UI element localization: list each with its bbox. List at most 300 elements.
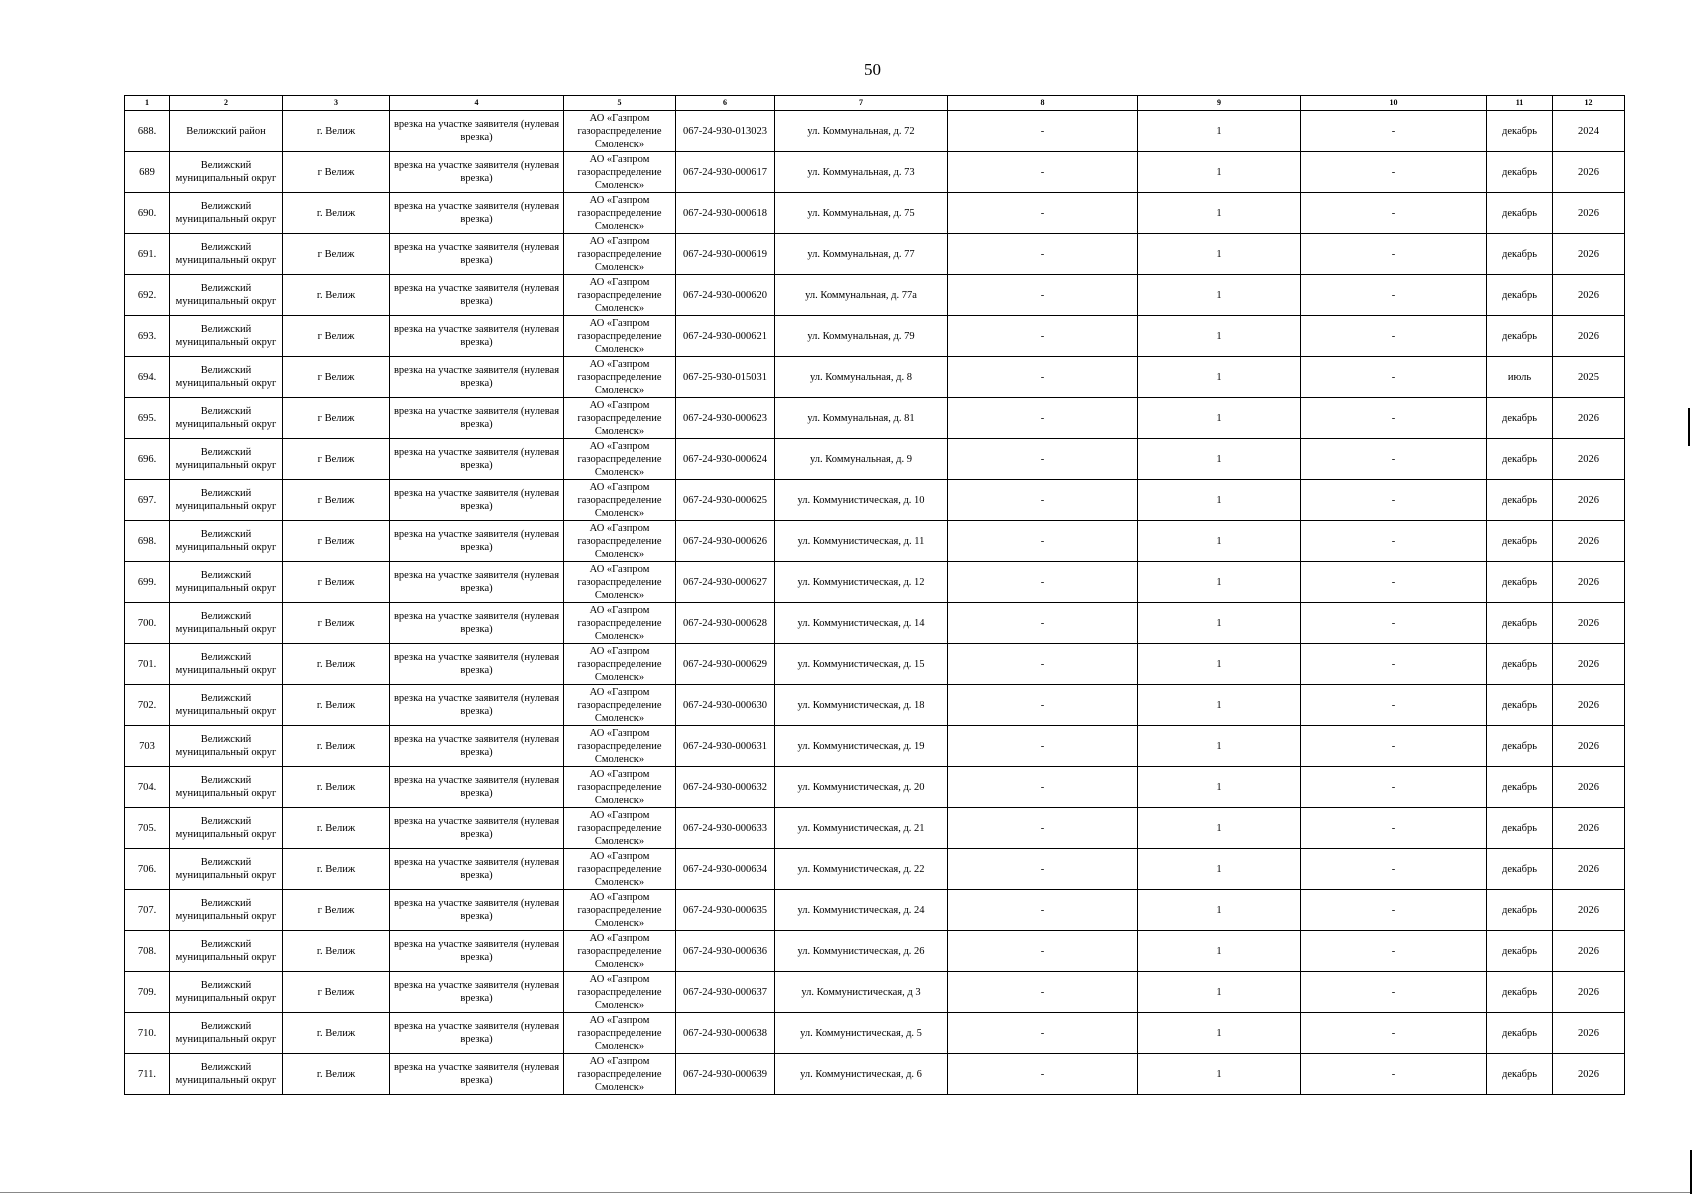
month-cell: декабрь: [1487, 849, 1553, 890]
month-cell: декабрь: [1487, 193, 1553, 234]
row-number-cell: 697.: [125, 480, 170, 521]
table-row: [125, 726, 1625, 767]
object-code-cell: 067-24-930-000627: [676, 562, 775, 603]
organization-cell: АО «Газпром газораспределение Смоленск»: [564, 890, 676, 931]
district-cell: Велижский муниципальный округ: [170, 726, 283, 767]
column-9-cell: 1: [1138, 890, 1301, 931]
year-cell: 2026: [1553, 972, 1625, 1013]
city-cell: г Велиж: [283, 521, 390, 562]
district-cell: Велижский муниципальный округ: [170, 890, 283, 931]
work-type-cell: врезка на участке заявителя (нулевая врезка): [390, 1054, 564, 1095]
column-9-cell: 1: [1138, 603, 1301, 644]
work-type-cell: врезка на участке заявителя (нулевая врезка): [390, 644, 564, 685]
address-cell: ул. Коммунистическая, д. 26: [775, 931, 948, 972]
object-code-cell: 067-24-930-000623: [676, 398, 775, 439]
organization-cell: АО «Газпром газораспределение Смоленск»: [564, 562, 676, 603]
table-row: [125, 808, 1625, 849]
city-cell: г Велиж: [283, 890, 390, 931]
month-cell: декабрь: [1487, 234, 1553, 275]
year-cell: 2026: [1553, 439, 1625, 480]
organization-cell: АО «Газпром газораспределение Смоленск»: [564, 603, 676, 644]
column-10-cell: -: [1301, 521, 1487, 562]
column-10-cell: -: [1301, 439, 1487, 480]
row-number-cell: 689: [125, 152, 170, 193]
address-cell: ул. Коммунальная, д. 75: [775, 193, 948, 234]
district-cell: Велижский муниципальный округ: [170, 439, 283, 480]
object-code-cell: 067-24-930-000625: [676, 480, 775, 521]
scan-edge-line: [1688, 408, 1690, 446]
organization-cell: АО «Газпром газораспределение Смоленск»: [564, 398, 676, 439]
year-cell: 2026: [1553, 685, 1625, 726]
work-type-cell: врезка на участке заявителя (нулевая врезка): [390, 439, 564, 480]
table-row: [125, 849, 1625, 890]
address-cell: ул. Коммунистическая, д. 6: [775, 1054, 948, 1095]
year-cell: 2026: [1553, 480, 1625, 521]
table-row: [125, 316, 1625, 357]
row-number-cell: 693.: [125, 316, 170, 357]
city-cell: г. Велиж: [283, 931, 390, 972]
address-cell: ул. Коммунистическая, д. 24: [775, 890, 948, 931]
column-9-cell: 1: [1138, 521, 1301, 562]
city-cell: г Велиж: [283, 562, 390, 603]
organization-cell: АО «Газпром газораспределение Смоленск»: [564, 193, 676, 234]
row-number-cell: 688.: [125, 111, 170, 152]
city-cell: г. Велиж: [283, 644, 390, 685]
column-number-header: 4: [390, 96, 564, 111]
column-9-cell: 1: [1138, 480, 1301, 521]
year-cell: 2026: [1553, 849, 1625, 890]
address-cell: ул. Коммунистическая, д. 21: [775, 808, 948, 849]
object-code-cell: 067-24-930-000630: [676, 685, 775, 726]
column-8-cell: -: [948, 808, 1138, 849]
month-cell: декабрь: [1487, 808, 1553, 849]
table-row: [125, 193, 1625, 234]
district-cell: Велижский муниципальный округ: [170, 152, 283, 193]
district-cell: Велижский муниципальный округ: [170, 357, 283, 398]
row-number-cell: 710.: [125, 1013, 170, 1054]
year-cell: 2026: [1553, 316, 1625, 357]
district-cell: Велижский муниципальный округ: [170, 193, 283, 234]
column-10-cell: -: [1301, 562, 1487, 603]
city-cell: г Велиж: [283, 480, 390, 521]
column-8-cell: -: [948, 480, 1138, 521]
column-8-cell: -: [948, 111, 1138, 152]
city-cell: г. Велиж: [283, 726, 390, 767]
month-cell: декабрь: [1487, 1013, 1553, 1054]
table-row: [125, 931, 1625, 972]
work-type-cell: врезка на участке заявителя (нулевая врезка): [390, 234, 564, 275]
object-code-cell: 067-24-930-000636: [676, 931, 775, 972]
object-code-cell: 067-24-930-000638: [676, 1013, 775, 1054]
work-type-cell: врезка на участке заявителя (нулевая врезка): [390, 480, 564, 521]
row-number-cell: 692.: [125, 275, 170, 316]
organization-cell: АО «Газпром газораспределение Смоленск»: [564, 234, 676, 275]
row-number-cell: 703: [125, 726, 170, 767]
object-code-cell: 067-24-930-000632: [676, 767, 775, 808]
city-cell: г Велиж: [283, 972, 390, 1013]
month-cell: декабрь: [1487, 1054, 1553, 1095]
address-cell: ул. Коммунальная, д. 8: [775, 357, 948, 398]
address-cell: ул. Коммунальная, д. 73: [775, 152, 948, 193]
address-cell: ул. Коммунистическая, д. 10: [775, 480, 948, 521]
year-cell: 2026: [1553, 931, 1625, 972]
address-cell: ул. Коммунистическая, д. 22: [775, 849, 948, 890]
row-number-cell: 711.: [125, 1054, 170, 1095]
year-cell: 2026: [1553, 767, 1625, 808]
column-10-cell: -: [1301, 726, 1487, 767]
month-cell: декабрь: [1487, 603, 1553, 644]
address-cell: ул. Коммунистическая, д. 14: [775, 603, 948, 644]
column-9-cell: 1: [1138, 316, 1301, 357]
month-cell: декабрь: [1487, 439, 1553, 480]
column-10-cell: -: [1301, 1013, 1487, 1054]
object-code-cell: 067-24-930-013023: [676, 111, 775, 152]
year-cell: 2026: [1553, 1013, 1625, 1054]
column-9-cell: 1: [1138, 849, 1301, 890]
city-cell: г Велиж: [283, 439, 390, 480]
column-number-header: 12: [1553, 96, 1625, 111]
table-row: [125, 603, 1625, 644]
month-cell: декабрь: [1487, 562, 1553, 603]
year-cell: 2026: [1553, 193, 1625, 234]
column-10-cell: -: [1301, 767, 1487, 808]
column-8-cell: -: [948, 644, 1138, 685]
year-cell: 2026: [1553, 890, 1625, 931]
column-9-cell: 1: [1138, 726, 1301, 767]
column-number-header: 7: [775, 96, 948, 111]
month-cell: декабрь: [1487, 316, 1553, 357]
work-type-cell: врезка на участке заявителя (нулевая врезка): [390, 152, 564, 193]
work-type-cell: врезка на участке заявителя (нулевая врезка): [390, 193, 564, 234]
month-cell: декабрь: [1487, 152, 1553, 193]
object-code-cell: 067-24-930-000617: [676, 152, 775, 193]
column-9-cell: 1: [1138, 357, 1301, 398]
column-number-header: 8: [948, 96, 1138, 111]
district-cell: Велижский муниципальный округ: [170, 767, 283, 808]
column-8-cell: -: [948, 398, 1138, 439]
district-cell: Велижский муниципальный округ: [170, 685, 283, 726]
address-cell: ул. Коммунистическая, д. 15: [775, 644, 948, 685]
column-8-cell: -: [948, 1054, 1138, 1095]
city-cell: г. Велиж: [283, 1013, 390, 1054]
object-code-cell: 067-24-930-000637: [676, 972, 775, 1013]
column-9-cell: 1: [1138, 685, 1301, 726]
work-type-cell: врезка на участке заявителя (нулевая врезка): [390, 562, 564, 603]
row-number-cell: 690.: [125, 193, 170, 234]
district-cell: Велижский муниципальный округ: [170, 1054, 283, 1095]
organization-cell: АО «Газпром газораспределение Смоленск»: [564, 111, 676, 152]
address-cell: ул. Коммунальная, д. 81: [775, 398, 948, 439]
object-code-cell: 067-24-930-000621: [676, 316, 775, 357]
table-row: [125, 1054, 1625, 1095]
object-code-cell: 067-24-930-000626: [676, 521, 775, 562]
work-type-cell: врезка на участке заявителя (нулевая врезка): [390, 972, 564, 1013]
year-cell: 2026: [1553, 603, 1625, 644]
organization-cell: АО «Газпром газораспределение Смоленск»: [564, 685, 676, 726]
table-row: [125, 644, 1625, 685]
work-type-cell: врезка на участке заявителя (нулевая врезка): [390, 767, 564, 808]
organization-cell: АО «Газпром газораспределение Смоленск»: [564, 275, 676, 316]
city-cell: г. Велиж: [283, 767, 390, 808]
column-10-cell: -: [1301, 357, 1487, 398]
address-cell: ул. Коммунистическая, д. 12: [775, 562, 948, 603]
table-row: [125, 685, 1625, 726]
column-8-cell: -: [948, 316, 1138, 357]
column-8-cell: -: [948, 685, 1138, 726]
column-9-cell: 1: [1138, 1054, 1301, 1095]
column-9-cell: 1: [1138, 152, 1301, 193]
city-cell: г Велиж: [283, 152, 390, 193]
column-number-header: 6: [676, 96, 775, 111]
row-number-cell: 700.: [125, 603, 170, 644]
column-10-cell: -: [1301, 275, 1487, 316]
organization-cell: АО «Газпром газораспределение Смоленск»: [564, 767, 676, 808]
district-cell: Велижский муниципальный округ: [170, 521, 283, 562]
organization-cell: АО «Газпром газораспределение Смоленск»: [564, 808, 676, 849]
district-cell: Велижский муниципальный округ: [170, 972, 283, 1013]
object-code-cell: 067-24-930-000634: [676, 849, 775, 890]
column-number-header: 2: [170, 96, 283, 111]
row-number-cell: 701.: [125, 644, 170, 685]
address-cell: ул. Коммунальная, д. 72: [775, 111, 948, 152]
work-type-cell: врезка на участке заявителя (нулевая врезка): [390, 316, 564, 357]
column-10-cell: -: [1301, 398, 1487, 439]
city-cell: г Велиж: [283, 357, 390, 398]
page-number: 50: [864, 60, 881, 79]
column-10-cell: -: [1301, 931, 1487, 972]
month-cell: декабрь: [1487, 726, 1553, 767]
organization-cell: АО «Газпром газораспределение Смоленск»: [564, 726, 676, 767]
column-10-cell: -: [1301, 193, 1487, 234]
organization-cell: АО «Газпром газораспределение Смоленск»: [564, 1054, 676, 1095]
work-type-cell: врезка на участке заявителя (нулевая врезка): [390, 275, 564, 316]
work-type-cell: врезка на участке заявителя (нулевая врезка): [390, 685, 564, 726]
table-row: [125, 562, 1625, 603]
row-number-cell: 709.: [125, 972, 170, 1013]
column-8-cell: -: [948, 726, 1138, 767]
district-cell: Велижский муниципальный округ: [170, 275, 283, 316]
address-cell: ул. Коммунистическая, д. 5: [775, 1013, 948, 1054]
column-9-cell: 1: [1138, 931, 1301, 972]
column-9-cell: 1: [1138, 398, 1301, 439]
column-9-cell: 1: [1138, 808, 1301, 849]
object-code-cell: 067-24-930-000618: [676, 193, 775, 234]
month-cell: декабрь: [1487, 931, 1553, 972]
column-10-cell: -: [1301, 890, 1487, 931]
table-row: [125, 234, 1625, 275]
year-cell: 2026: [1553, 275, 1625, 316]
district-cell: Велижский муниципальный округ: [170, 603, 283, 644]
table-row: [125, 767, 1625, 808]
organization-cell: АО «Газпром газораспределение Смоленск»: [564, 849, 676, 890]
city-cell: г Велиж: [283, 603, 390, 644]
work-type-cell: врезка на участке заявителя (нулевая врезка): [390, 726, 564, 767]
column-10-cell: -: [1301, 152, 1487, 193]
column-9-cell: 1: [1138, 439, 1301, 480]
city-cell: г. Велиж: [283, 808, 390, 849]
object-code-cell: 067-24-930-000639: [676, 1054, 775, 1095]
object-code-cell: 067-24-930-000631: [676, 726, 775, 767]
column-10-cell: -: [1301, 111, 1487, 152]
column-number-header: 10: [1301, 96, 1487, 111]
scan-bottom-line: [0, 1192, 1690, 1193]
year-cell: 2026: [1553, 808, 1625, 849]
year-cell: 2026: [1553, 398, 1625, 439]
column-9-cell: 1: [1138, 767, 1301, 808]
city-cell: г. Велиж: [283, 1054, 390, 1095]
organization-cell: АО «Газпром газораспределение Смоленск»: [564, 316, 676, 357]
row-number-cell: 704.: [125, 767, 170, 808]
district-cell: Велижский муниципальный округ: [170, 480, 283, 521]
organization-cell: АО «Газпром газораспределение Смоленск»: [564, 357, 676, 398]
address-cell: ул. Коммунальная, д. 77а: [775, 275, 948, 316]
organization-cell: АО «Газпром газораспределение Смоленск»: [564, 521, 676, 562]
month-cell: декабрь: [1487, 644, 1553, 685]
column-9-cell: 1: [1138, 644, 1301, 685]
column-number-header: 3: [283, 96, 390, 111]
work-type-cell: врезка на участке заявителя (нулевая врезка): [390, 931, 564, 972]
row-number-cell: 699.: [125, 562, 170, 603]
address-cell: ул. Коммунистическая, д. 11: [775, 521, 948, 562]
column-8-cell: -: [948, 193, 1138, 234]
object-code-cell: 067-24-930-000619: [676, 234, 775, 275]
organization-cell: АО «Газпром газораспределение Смоленск»: [564, 152, 676, 193]
address-cell: ул. Коммунистическая, д. 18: [775, 685, 948, 726]
address-cell: ул. Коммунальная, д. 9: [775, 439, 948, 480]
work-type-cell: врезка на участке заявителя (нулевая врезка): [390, 398, 564, 439]
object-code-cell: 067-24-930-000620: [676, 275, 775, 316]
district-cell: Велижский муниципальный округ: [170, 316, 283, 357]
city-cell: г Велиж: [283, 234, 390, 275]
row-number-cell: 702.: [125, 685, 170, 726]
year-cell: 2024: [1553, 111, 1625, 152]
column-9-cell: 1: [1138, 275, 1301, 316]
row-number-cell: 696.: [125, 439, 170, 480]
scan-edge-line: [1690, 1150, 1692, 1194]
year-cell: 2026: [1553, 1054, 1625, 1095]
district-cell: Велижский муниципальный округ: [170, 1013, 283, 1054]
month-cell: декабрь: [1487, 767, 1553, 808]
month-cell: декабрь: [1487, 480, 1553, 521]
district-cell: Велижский район: [170, 111, 283, 152]
city-cell: г. Велиж: [283, 849, 390, 890]
address-cell: ул. Коммунистическая, д. 20: [775, 767, 948, 808]
year-cell: 2026: [1553, 644, 1625, 685]
column-9-cell: 1: [1138, 562, 1301, 603]
year-cell: 2026: [1553, 152, 1625, 193]
table-row: [125, 152, 1625, 193]
column-9-cell: 1: [1138, 111, 1301, 152]
column-10-cell: -: [1301, 644, 1487, 685]
district-cell: Велижский муниципальный округ: [170, 931, 283, 972]
month-cell: декабрь: [1487, 275, 1553, 316]
object-code-cell: 067-24-930-000624: [676, 439, 775, 480]
row-number-cell: 695.: [125, 398, 170, 439]
month-cell: декабрь: [1487, 521, 1553, 562]
column-10-cell: -: [1301, 849, 1487, 890]
year-cell: 2026: [1553, 234, 1625, 275]
row-number-cell: 707.: [125, 890, 170, 931]
column-8-cell: -: [948, 521, 1138, 562]
table-row: [125, 890, 1625, 931]
column-10-cell: -: [1301, 234, 1487, 275]
table-row: [125, 1013, 1625, 1054]
work-type-cell: врезка на участке заявителя (нулевая врезка): [390, 603, 564, 644]
district-cell: Велижский муниципальный округ: [170, 849, 283, 890]
city-cell: г. Велиж: [283, 275, 390, 316]
column-number-header: 5: [564, 96, 676, 111]
column-8-cell: -: [948, 603, 1138, 644]
object-code-cell: 067-24-930-000635: [676, 890, 775, 931]
column-10-cell: -: [1301, 480, 1487, 521]
column-8-cell: -: [948, 890, 1138, 931]
table-row: [125, 111, 1625, 152]
column-8-cell: -: [948, 562, 1138, 603]
month-cell: декабрь: [1487, 972, 1553, 1013]
column-8-cell: -: [948, 357, 1138, 398]
month-cell: декабрь: [1487, 890, 1553, 931]
work-type-cell: врезка на участке заявителя (нулевая врезка): [390, 890, 564, 931]
column-10-cell: -: [1301, 316, 1487, 357]
table-row: [125, 357, 1625, 398]
column-number-header: 9: [1138, 96, 1301, 111]
city-cell: г Велиж: [283, 398, 390, 439]
row-number-cell: 698.: [125, 521, 170, 562]
column-10-cell: -: [1301, 685, 1487, 726]
address-cell: ул. Коммунальная, д. 79: [775, 316, 948, 357]
organization-cell: АО «Газпром газораспределение Смоленск»: [564, 480, 676, 521]
column-10-cell: -: [1301, 1054, 1487, 1095]
column-number-header: 11: [1487, 96, 1553, 111]
address-cell: ул. Коммунальная, д. 77: [775, 234, 948, 275]
object-code-cell: 067-24-930-000633: [676, 808, 775, 849]
table-row: [125, 398, 1625, 439]
column-9-cell: 1: [1138, 234, 1301, 275]
column-8-cell: -: [948, 849, 1138, 890]
year-cell: 2026: [1553, 521, 1625, 562]
column-8-cell: -: [948, 767, 1138, 808]
column-10-cell: -: [1301, 603, 1487, 644]
month-cell: декабрь: [1487, 398, 1553, 439]
object-code-cell: 067-24-930-000629: [676, 644, 775, 685]
table-row: [125, 275, 1625, 316]
month-cell: декабрь: [1487, 111, 1553, 152]
column-8-cell: -: [948, 1013, 1138, 1054]
object-code-cell: 067-24-930-000628: [676, 603, 775, 644]
city-cell: г. Велиж: [283, 193, 390, 234]
work-type-cell: врезка на участке заявителя (нулевая врезка): [390, 111, 564, 152]
column-9-cell: 1: [1138, 193, 1301, 234]
work-type-cell: врезка на участке заявителя (нулевая врезка): [390, 521, 564, 562]
column-9-cell: 1: [1138, 972, 1301, 1013]
table-row: [125, 480, 1625, 521]
column-8-cell: -: [948, 931, 1138, 972]
work-type-cell: врезка на участке заявителя (нулевая врезка): [390, 357, 564, 398]
city-cell: г. Велиж: [283, 685, 390, 726]
year-cell: 2026: [1553, 726, 1625, 767]
organization-cell: АО «Газпром газораспределение Смоленск»: [564, 439, 676, 480]
object-code-cell: 067-25-930-015031: [676, 357, 775, 398]
work-type-cell: врезка на участке заявителя (нулевая врезка): [390, 849, 564, 890]
city-cell: г. Велиж: [283, 111, 390, 152]
month-cell: декабрь: [1487, 685, 1553, 726]
row-number-cell: 708.: [125, 931, 170, 972]
column-8-cell: -: [948, 152, 1138, 193]
address-cell: ул. Коммунистическая, д. 19: [775, 726, 948, 767]
gas-connection-table: [124, 95, 1625, 1095]
row-number-cell: 691.: [125, 234, 170, 275]
table-row: [125, 972, 1625, 1013]
